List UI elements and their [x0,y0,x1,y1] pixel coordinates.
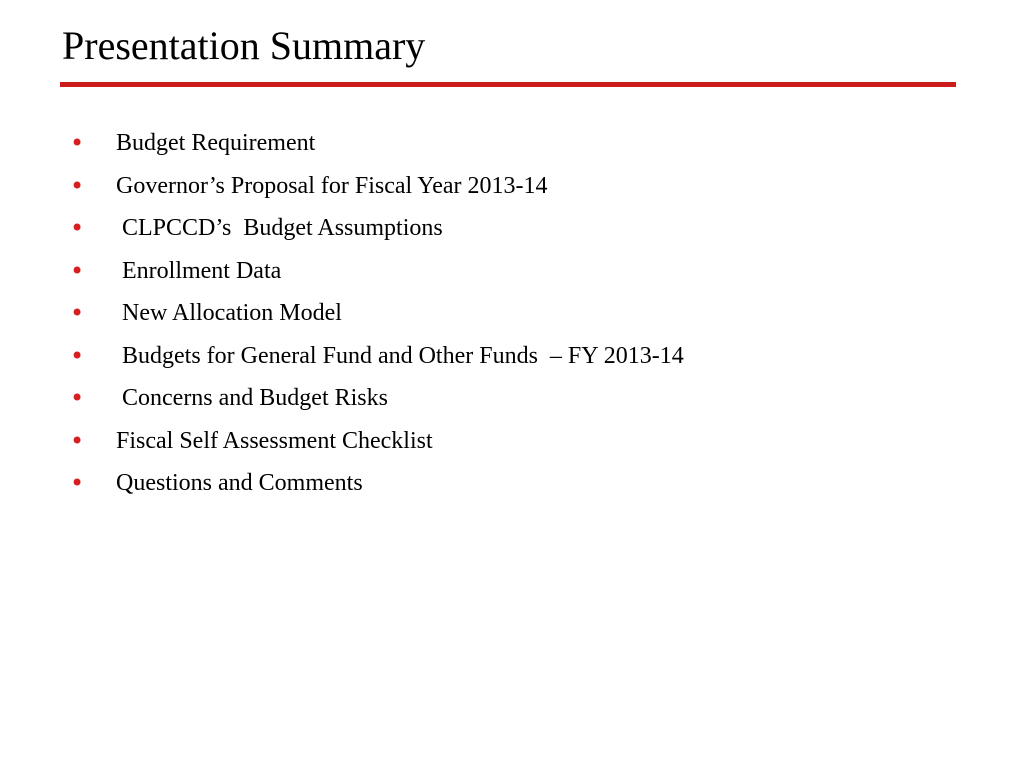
slide-title: Presentation Summary [62,23,426,68]
bullet-text: New Allocation Model [116,300,342,326]
bullet-item [70,335,684,378]
bullet-text: Budget Requirement [116,130,316,156]
bullet-item [70,420,433,463]
bullet-text: Enrollment Data [116,257,282,284]
bullet-icon: • [70,214,85,242]
bullet-item [70,292,342,335]
bullet-icon: • [70,469,85,497]
bullet-item [70,207,443,250]
bullet-icon: • [70,426,85,455]
bullet-list [70,122,684,505]
bullet-icon: • [70,299,85,327]
title-divider [60,82,956,87]
bullet-item [70,165,548,208]
bullet-item [70,462,363,505]
bullet-item [70,250,282,293]
bullet-text: Questions and Comments [116,470,363,496]
bullet-icon: • [70,171,85,200]
bullet-item [70,377,388,420]
bullet-icon: • [70,129,85,157]
bullet-text: Fiscal Self Assessment Checklist [116,427,433,454]
bullet-text: Concerns and Budget Risks [116,385,388,411]
bullet-icon: • [70,341,85,370]
bullet-text: Governor’s Proposal for Fiscal Year 2013-14 [116,172,548,199]
bullet-item [70,122,316,165]
bullet-icon: • [70,384,85,412]
bullet-icon: • [70,256,85,285]
bullet-text: Budgets for General Fund and Other Funds – FY 2013-14 [116,342,684,369]
bullet-text: CLPCCD’s Budget Assumptions [116,215,443,241]
